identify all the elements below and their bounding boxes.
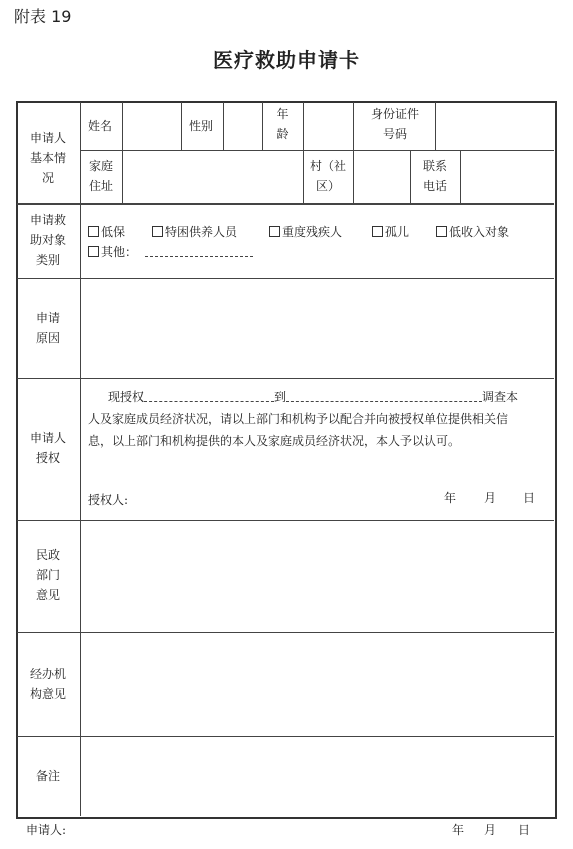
gender-field[interactable]: [224, 102, 261, 149]
authorized-party-line[interactable]: [144, 393, 274, 402]
authorization-label: 申请人 授权: [29, 431, 66, 465]
name-label: 姓名: [88, 119, 113, 133]
footer-year: 年: [452, 823, 465, 837]
authorizer-label: 授权人:: [88, 493, 129, 507]
auth-day: 日: [523, 491, 536, 505]
checkbox-icon[interactable]: [88, 246, 99, 257]
appendix-label: 附表 19: [14, 7, 72, 26]
id-number-label: 身份证件 号码: [370, 107, 419, 141]
authorization-line-1: 现授权 到 调查本: [108, 390, 519, 404]
civil-affairs-label: 民政 部门 意见: [35, 548, 60, 602]
checkbox-icon[interactable]: [436, 226, 447, 237]
phone-label: 联系 电话: [422, 159, 447, 193]
gender-label: 性别: [189, 119, 214, 133]
footer-applicant-label: 申请人:: [26, 823, 67, 837]
address-label: 家庭 住址: [88, 159, 113, 193]
remarks-label: 备注: [35, 769, 60, 783]
row-divider: [17, 278, 554, 279]
cell-divider: [353, 102, 354, 150]
row-divider: [17, 632, 554, 633]
cell-divider: [181, 102, 182, 150]
row-divider: [17, 203, 554, 205]
checkbox-icon[interactable]: [372, 226, 383, 237]
option-low-income[interactable]: 低收入对象: [436, 222, 509, 242]
id-number-field[interactable]: [436, 102, 552, 149]
label-column-divider: [80, 102, 81, 816]
age-field[interactable]: [304, 102, 352, 149]
civil-affairs-field[interactable]: [82, 522, 552, 630]
auth-year: 年: [444, 491, 457, 505]
other-fill-line[interactable]: [145, 248, 253, 257]
reason-label: 申请 原因: [35, 311, 60, 345]
option-tekun[interactable]: 特困供养人员: [152, 222, 237, 242]
footer-month: 月: [484, 823, 497, 837]
auth-month: 月: [484, 491, 497, 505]
applicant-info-label: 申请人 基本情 况: [29, 131, 66, 185]
authorization-line-3: 息，以上部门和机构提供的本人及家庭成员经济状况，本人予以认可。: [88, 434, 461, 448]
row-divider: [17, 378, 554, 379]
footer-day: 日: [518, 823, 531, 837]
option-dibao[interactable]: 低保: [88, 222, 125, 242]
agency-label: 经办机 构意见: [29, 667, 66, 701]
reason-field[interactable]: [82, 280, 552, 376]
agency-field[interactable]: [82, 634, 552, 734]
checkbox-icon[interactable]: [88, 226, 99, 237]
age-label: 年 龄: [276, 107, 289, 141]
category-label: 申请救 助对象 类别: [29, 213, 66, 267]
checkbox-icon[interactable]: [269, 226, 280, 237]
village-field[interactable]: [354, 151, 409, 202]
option-disabled[interactable]: 重度残疾人: [269, 222, 342, 242]
village-label: 村（社 区）: [309, 159, 346, 193]
phone-field[interactable]: [461, 151, 552, 202]
row-divider: [17, 520, 554, 521]
checkbox-icon[interactable]: [152, 226, 163, 237]
option-other[interactable]: 其他：: [88, 242, 253, 262]
option-orphan[interactable]: 孤儿: [372, 222, 409, 242]
authorized-org-line[interactable]: [286, 393, 482, 402]
address-field[interactable]: [123, 151, 302, 202]
row-divider: [17, 736, 554, 737]
remarks-field[interactable]: [82, 738, 552, 814]
authorization-line-2: 人及家庭成员经济状况，请以上部门和机构予以配合并向被授权单位提供相关信: [88, 412, 509, 426]
name-field[interactable]: [123, 102, 180, 149]
form-title: 医疗救助申请卡: [213, 48, 360, 72]
